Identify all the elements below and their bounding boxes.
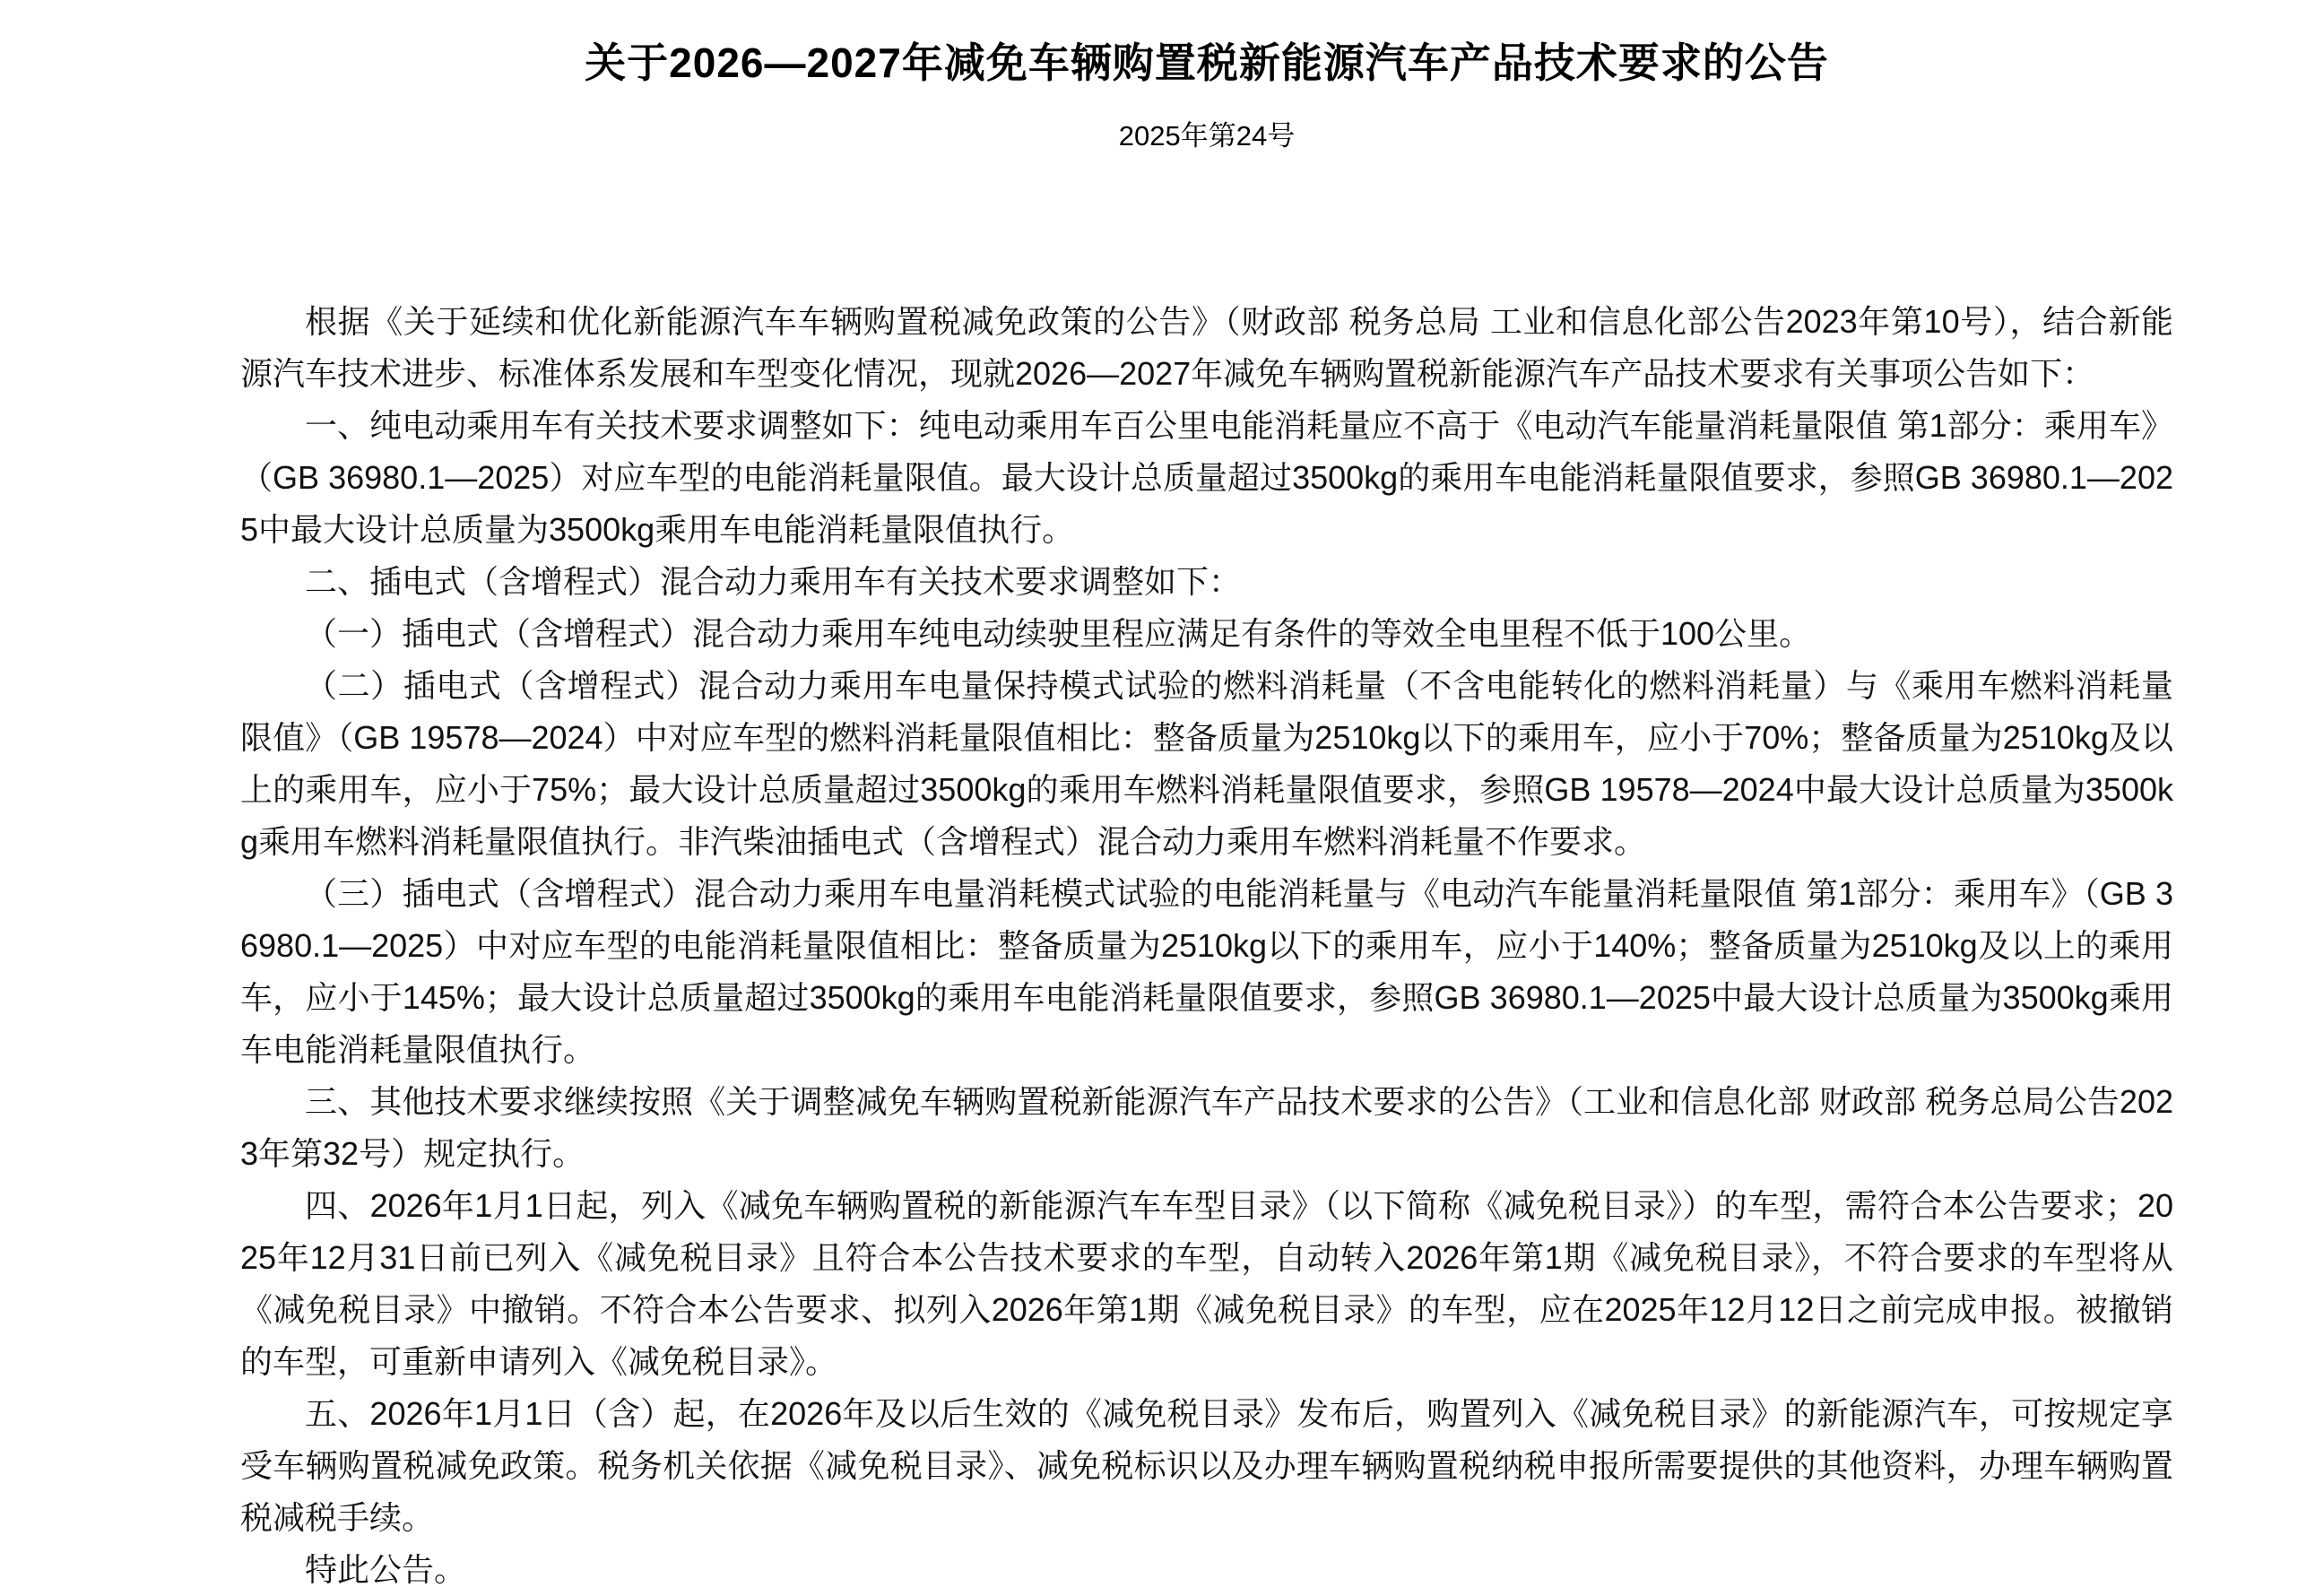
paragraph: 一、纯电动乘用车有关技术要求调整如下：纯电动乘用车百公里电能消耗量应不高于《电动汽车能量消耗量限值 第1部分：乘用车》（GB 36980.1—2025）对应车型的电能消耗量限值。最大设计总质量超过3500kg的乘用车电能消耗量限值要求，参照GB 36980.1—2025中最大设计总质量为3500kg乘用车电能消耗量限值执行。 [240, 407, 2173, 548]
page-title: 关于2026—2027年减免车辆购置税新能源汽车产品技术要求的公告 [585, 39, 1829, 86]
doc-number: 2025年第24号 [1118, 120, 1296, 152]
paragraph: 五、2026年1月1日（含）起，在2026年及以后生效的《减免税目录》发布后，购置列入《减免税目录》的新能源汽车，可按规定享受车辆购置税减免政策。税务机关依据《减免税目录》、减免税标识以及办理车辆购置税纳税申报所需要提供的其他资料，办理车辆购置税减税手续。 [240, 1395, 2173, 1536]
document-body [240, 296, 2173, 1596]
paragraph: （一）插电式（含增程式）混合动力乘用车纯电动续驶里程应满足有条件的等效全电里程不低于100公里。 [305, 615, 1812, 652]
paragraph: 特此公告。 [305, 1551, 467, 1588]
paragraph: 三、其他技术要求继续按照《关于调整减免车辆购置税新能源汽车产品技术要求的公告》（工业和信息化部 财政部 税务总局公告2023年第32号）规定执行。 [240, 1083, 2173, 1172]
paragraph: 二、插电式（含增程式）混合动力乘用车有关技术要求调整如下： [305, 563, 1242, 600]
paragraph: 根据《关于延续和优化新能源汽车车辆购置税减免政策的公告》（财政部 税务总局 工业和信息化部公告2023年第10号），结合新能源汽车技术进步、标准体系发展和车型变化情况，现就2026—2027年减免车辆购置税新能源汽车产品技术要求有关事项公告如下： [240, 303, 2173, 392]
announcement-page [240, 0, 2173, 1596]
paragraph: 四、2026年1月1日起，列入《减免车辆购置税的新能源汽车车型目录》（以下简称《减免税目录》）的车型，需符合本公告要求；2025年12月31日前已列入《减免税目录》且符合本公告技术要求的车型，自动转入2026年第1期《减免税目录》，不符合要求的车型将从《减免税目录》中撤销。不符合本公告要求、拟列入2026年第1期《减免税目录》的车型，应在2025年12月12日之前完成申报。被撤销的车型，可重新申请列入《减免税目录》。 [240, 1187, 2173, 1380]
paragraph: （三）插电式（含增程式）混合动力乘用车电量消耗模式试验的电能消耗量与《电动汽车能量消耗量限值 第1部分：乘用车》（GB 36980.1—2025）中对应车型的电能消耗量限值相比：整备质量为2510kg以下的乘用车，应小于140%；整备质量为2510kg及以上的乘用车，应小于145%；最大设计总质量超过3500kg的乘用车电能消耗量限值要求，参照GB 36980.1—2025中最大设计总质量为3500kg乘用车电能消耗量限值执行。 [240, 875, 2173, 1068]
paragraph: （二）插电式（含增程式）混合动力乘用车电量保持模式试验的燃料消耗量（不含电能转化的燃料消耗量）与《乘用车燃料消耗量限值》（GB 19578—2024）中对应车型的燃料消耗量限值相比：整备质量为2510kg以下的乘用车，应小于70%；整备质量为2510kg及以上的乘用车，应小于75%；最大设计总质量超过3500kg的乘用车燃料消耗量限值要求，参照GB 19578—2024中最大设计总质量为3500kg乘用车燃料消耗量限值执行。非汽柴油插电式（含增程式）混合动力乘用车燃料消耗量不作要求。 [240, 667, 2173, 860]
